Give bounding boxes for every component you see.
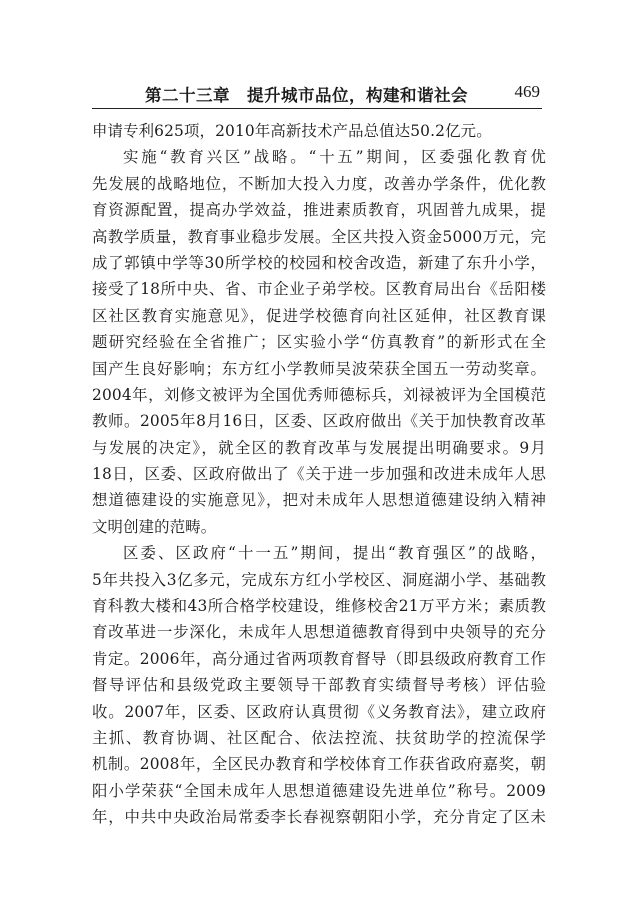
text-line: 18日，区委、区政府做出了《关于进一步加强和改进未成年人思 [92, 465, 546, 484]
text-line: 申请专利625项，2010年高新技术产品总值达50.2亿元。 [92, 122, 492, 140]
text-line: 成了郭镇中学等30所学校的校园和校舍改造，新建了东升小学， [92, 253, 546, 272]
text-line: 接受了18所中央、省、市企业子弟学校。区教育局出台《岳阳楼 [92, 280, 546, 299]
text-line: 实施“教育兴区”战略。“十五”期间，区委强化教育优 [123, 148, 546, 167]
text-line: 区社区教育实施意见》，促进学校德育向社区延伸，社区教育课 [92, 306, 546, 325]
text-line: 区委、区政府“十一五”期间，提出“教育强区”的战略， [123, 544, 546, 563]
text-line: 题研究经验在全省推广；区实验小学“仿真教育”的新形式在全 [92, 333, 546, 352]
text-line: 收。2007年，区委、区政府认真贯彻《义务教育法》，建立政府 [92, 702, 546, 721]
text-line: 育资源配置，提高办学效益，推进素质教育，巩固普九成果，提 [92, 201, 546, 220]
text-line: 督导评估和县级党政主要领导干部教育实绩督导考核）评估验 [92, 676, 546, 695]
text-line: 与发展的决定》，就全区的教育改革与发展提出明确要求。9月 [92, 438, 546, 457]
page-number: 469 [514, 82, 540, 101]
text-line: 年，中共中央政治局常委李长春视察朝阳小学，充分肯定了区未 [92, 808, 546, 827]
text-line: 2004年，刘修文被评为全国优秀师德标兵，刘禄被评为全国模范 [92, 385, 546, 404]
text-line: 国产生良好影响；东方红小学教师吴波荣获全国五一劳动奖章。 [92, 359, 546, 378]
text-line: 主抓、教育协调、社区配合、依法控流、扶贫助学的控流保学 [92, 728, 546, 747]
text-line: 阳小学荣获“全国未成年人思想道德建设先进单位”称号。2009 [92, 781, 546, 800]
text-line: 育科教大楼和43所合格学校建设，维修校舍21万平方米；素质教 [92, 597, 546, 616]
text-line: 机制。2008年，全区民办教育和学校体育工作获省政府嘉奖，朝 [92, 755, 546, 774]
running-header [92, 80, 542, 109]
text-line: 先发展的战略地位，不断加大投入力度，改善办学条件，优化教 [92, 174, 546, 193]
text-line: 教师。2005年8月16日，区委、区政府做出《关于加快教育改革 [92, 412, 546, 431]
text-line: 高教学质量，教育事业稳步发展。全区共投入资金5000万元，完 [92, 227, 546, 246]
chapter-title: 第二十三章 提升城市品位，构建和谐社会 [145, 86, 468, 105]
body-text [92, 118, 546, 831]
text-line: 肯定。2006年，高分通过省两项教育督导（即县级政府教育工作 [92, 649, 546, 668]
text-line: 文明创建的范畴。 [92, 517, 217, 536]
text-line: 育改革进一步深化，未成年人思想道德教育得到中央领导的充分 [92, 623, 546, 642]
text-line: 想道德建设的实施意见》，把对未成年人思想道德建设纳入精神 [92, 491, 546, 510]
text-line: 5年共投入3亿多元，完成东方红小学校区、洞庭湖小学、基础教 [92, 570, 546, 589]
